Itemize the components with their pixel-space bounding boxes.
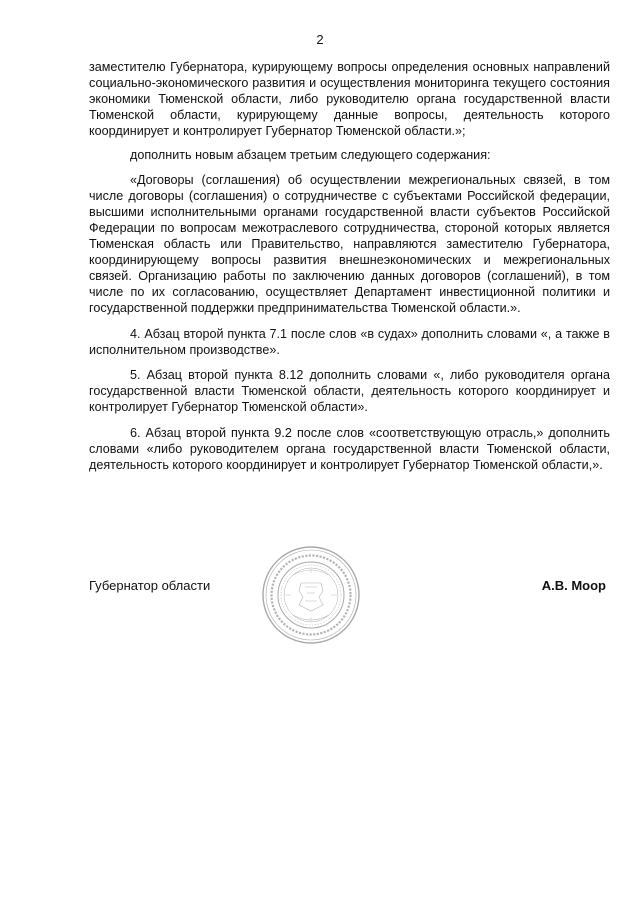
signatory-name: А.В. Моор — [541, 578, 606, 593]
paragraph-amendment-intro: дополнить новым абзацем третьим следующего содержания: — [130, 147, 491, 162]
document-body — [89, 60, 610, 484]
page-number: 2 — [316, 32, 324, 47]
paragraph-continuation: заместителю Губернатора, курирующему вопросы определения основных направлений социально-экономического развития и осуществления мониторинга текущего состояния экономики Тюменской области, либо руководителю органа государственной власти Тюменской области, курирующему данные вопросы, деятельность которого координирует и контролирует Губернатор Тюменской области.»; — [89, 60, 610, 138]
official-seal-icon — [261, 545, 361, 645]
paragraph-item-4: 4. Абзац второй пункта 7.1 после слов «в судах» дополнить словами «, а также в исполнительном производстве». — [89, 326, 610, 357]
paragraph-item-5: 5. Абзац второй пункта 8.12 дополнить словами «, либо руководителя органа государственной власти Тюменской области, деятельность которого координирует и контролирует Губернатор Тюменской области». — [89, 368, 610, 415]
paragraph-agreements-clause: «Договоры (соглашения) об осуществлении межрегиональных связей, в том числе договоры (соглашения) о сотрудничестве с субъектами Российской федерации, высшими исполнительными органами государственной власти субъектов Российской Федерации по вопросам межотраслевого сотрудничества, стороной которых является Тюменская область или Правительство, направляются заместителю Губернатора, координирующему вопросы развития внешнеэкономических и межрегиональных связей. Организацию работы по заключению данных договоров (соглашений), в том числе по их согласованию, осуществляет Департамент инвестиционной политики и государственной поддержки предпринимательства Тюменской области.». — [89, 173, 610, 315]
paragraph-item-6: 6. Абзац второй пункта 9.2 после слов «соответствующую отрасль,» дополнить словами «либо руководителем органа государственной власти Тюменской области, деятельность которого координирует и контролирует Губернатор Тюменской области,». — [89, 426, 610, 472]
signatory-title: Губернатор области — [89, 578, 211, 593]
